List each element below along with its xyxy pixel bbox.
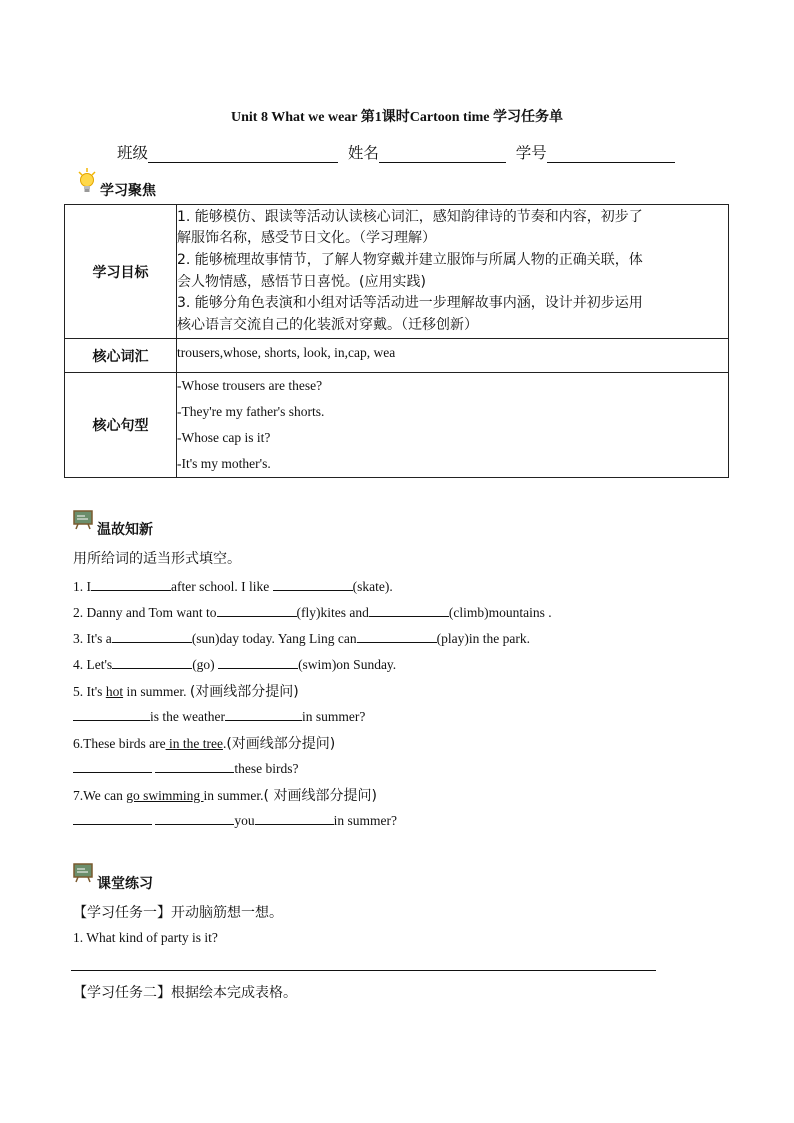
q3-text: (play)in the park. xyxy=(436,631,531,646)
goal-content xyxy=(177,205,729,339)
q5-answer-text: is the weather xyxy=(150,709,225,724)
task-1-heading: 【学习任务一】开动脑筋想一想。 xyxy=(73,905,283,921)
answer-blank[interactable] xyxy=(369,603,449,617)
q6-note: (对画线部分提问) xyxy=(226,736,336,752)
q2-text: (fly)kites and xyxy=(296,605,369,620)
goal-label: 学习目标 xyxy=(65,205,177,339)
chalkboard-icon xyxy=(73,863,93,883)
goal-line: 1. 能够模仿、跟读等活动认读核心词汇，感知韵律诗的节奏和内容，初步了 xyxy=(177,208,643,225)
pattern-line: -Whose trousers are these? xyxy=(177,378,323,393)
answer-blank[interactable] xyxy=(73,811,152,825)
q5-note: (对画线部分提问) xyxy=(189,684,299,700)
table-row xyxy=(65,205,729,339)
q4-text: (swim)on Sunday. xyxy=(298,657,397,672)
answer-blank[interactable] xyxy=(112,655,192,669)
answer-blank[interactable] xyxy=(273,577,353,591)
answer-blank[interactable] xyxy=(218,655,298,669)
goal-line: 解服饰名称，感受节日文化。（学习理解） xyxy=(177,230,436,247)
class-label: 班级 xyxy=(117,144,149,162)
task-1-question: 1. What kind of party is it? xyxy=(73,930,218,945)
goal-line: 会人物情感，感悟节日喜悦。(应用实践) xyxy=(177,273,426,290)
question-2 xyxy=(73,603,552,621)
q1-text: after school. I like xyxy=(171,579,273,594)
answer-blank[interactable] xyxy=(225,707,302,721)
q7-note: ( 对画线部分提问) xyxy=(263,788,377,804)
q7-answer-text: you xyxy=(234,813,255,828)
vocab-label: 核心词汇 xyxy=(65,339,177,373)
pattern-line: -Whose cap is it? xyxy=(177,430,271,445)
student-id-label: 学号 xyxy=(515,144,547,162)
q6-underlined: in the tree xyxy=(165,736,223,751)
question-3 xyxy=(73,629,530,647)
q1-text: 1. I xyxy=(73,579,91,594)
question-5-answer xyxy=(73,707,365,725)
pattern-line: -It's my mother's. xyxy=(177,456,271,471)
pattern-line: -They're my father's shorts. xyxy=(177,404,325,419)
focus-heading: 学习聚焦 xyxy=(100,183,156,199)
q6-text: . xyxy=(222,736,227,751)
q7-text: 7.We can xyxy=(73,788,127,803)
lightbulb-icon xyxy=(76,168,98,196)
q3-text: (sun)day today. Yang Ling can xyxy=(191,631,357,646)
q5-underlined: hot xyxy=(105,684,124,699)
q7-underlined: go swimming xyxy=(126,788,204,803)
question-6-answer xyxy=(73,759,298,777)
review-instruction: 用所给词的适当形式填空。 xyxy=(73,551,241,567)
answer-blank[interactable] xyxy=(217,603,297,617)
answer-blank[interactable] xyxy=(73,759,152,773)
question-5 xyxy=(73,681,299,701)
task-2-heading: 【学习任务二】根据绘本完成表格。 xyxy=(73,985,297,1001)
q6-text: 6.These birds are xyxy=(73,736,166,751)
answer-line[interactable] xyxy=(71,970,656,971)
chalkboard-icon xyxy=(73,510,93,530)
answer-blank[interactable] xyxy=(155,759,234,773)
q7-answer-text: in summer? xyxy=(333,813,397,828)
q2-text: (climb)mountains . xyxy=(448,605,552,620)
q7-text: in summer. xyxy=(203,788,264,803)
name-field[interactable] xyxy=(379,146,506,163)
q4-text: (go) xyxy=(192,657,219,672)
answer-blank[interactable] xyxy=(357,629,437,643)
page-title: Unit 8 What we wear 第1课时Cartoon time 学习任务单 xyxy=(231,110,563,125)
answer-blank[interactable] xyxy=(91,577,171,591)
question-7 xyxy=(73,785,377,805)
pattern-label: 核心句型 xyxy=(65,373,177,478)
answer-blank[interactable] xyxy=(112,629,192,643)
question-4 xyxy=(73,655,396,673)
q2-text: 2. Danny and Tom want to xyxy=(73,605,217,620)
practice-heading: 课堂练习 xyxy=(97,876,153,892)
question-1 xyxy=(73,577,393,595)
review-heading: 温故知新 xyxy=(97,522,153,538)
table-row xyxy=(65,373,729,478)
q5-text: 5. It's xyxy=(73,684,106,699)
goal-line: 核心语言交流自己的化装派对穿戴。（迁移创新） xyxy=(177,316,478,333)
student-id-field[interactable] xyxy=(547,146,675,163)
goal-line: 2. 能够梳理故事情节，了解人物穿戴并建立服饰与所属人物的正确关联，体 xyxy=(177,251,643,268)
question-6 xyxy=(73,733,335,753)
class-field[interactable] xyxy=(148,146,338,163)
q6-answer-text: these birds? xyxy=(234,761,299,776)
answer-blank[interactable] xyxy=(155,811,234,825)
table-row xyxy=(65,339,729,373)
question-7-answer xyxy=(73,811,397,829)
pattern-content xyxy=(177,373,729,478)
vocab-content: trousers,whose, shorts, look, in,cap, wea xyxy=(177,339,729,373)
goal-line: 3. 能够分角色表演和小组对话等活动进一步理解故事内涵，设计并初步运用 xyxy=(177,295,643,312)
q5-answer-text: in summer? xyxy=(301,709,366,724)
learning-focus-table xyxy=(64,204,729,478)
q4-text: 4. Let's xyxy=(73,657,113,672)
answer-blank[interactable] xyxy=(255,811,334,825)
name-label: 姓名 xyxy=(347,144,379,162)
q5-text: in summer. xyxy=(123,684,190,699)
answer-blank[interactable] xyxy=(73,707,150,721)
q3-text: 3. It's a xyxy=(73,631,112,646)
q1-text: (skate). xyxy=(352,579,393,594)
student-info-line xyxy=(117,141,675,163)
